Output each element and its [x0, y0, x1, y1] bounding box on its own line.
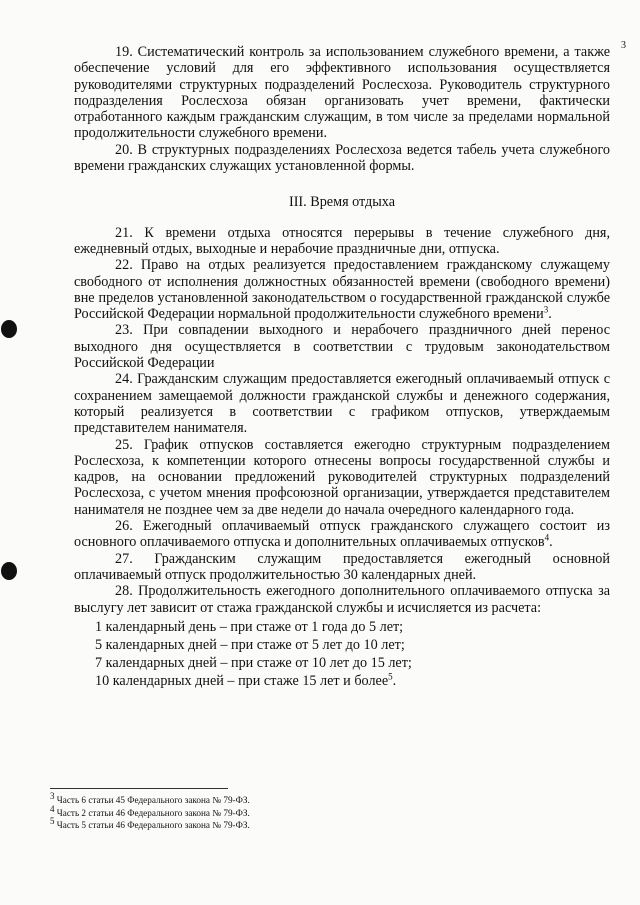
paragraph-23: 23. При совпадении выходного и нерабочего праздничного дней перенос выходного дня осуществляется в соответствии с трудовым законодательством Российской Федерации	[74, 322, 610, 372]
footnote-item	[50, 815, 450, 832]
footnote-mark: 3	[50, 790, 55, 801]
footnote-item	[50, 790, 450, 807]
footnote-text: Часть 6 статьи 45 Федерального закона № 79-ФЗ.	[54, 795, 250, 805]
footnote-divider	[50, 788, 228, 789]
paragraph-20: 20. В структурных подразделениях Рослесхоза ведется табель учета служебного времени гражданских служащих установленной формы.	[74, 141, 610, 175]
paragraph-22-text: 22. Право на отдых реализуется предоставлением гражданскому служащему свободного от исполнения должностных обязанностей времени (свободного времени) вне пределов установленной законодательством о государственной гражданской службе Российской Федерации нормальной продолжительности служебного времени	[74, 257, 610, 323]
footnote-mark: 4	[50, 803, 55, 814]
footnote-ref-3: 3	[543, 304, 549, 315]
list-item: 1 календарный день – при стаже от 1 года до 5 лет;	[95, 618, 404, 635]
paragraph-22	[74, 257, 610, 322]
paragraph-27: 27. Гражданским служащим предоставляется ежегодный основной оплачиваемый отпуск продолжительностью 30 календарных дней.	[74, 550, 610, 583]
list-item: 7 календарных дней – при стаже от 10 лет до 15 лет;	[95, 655, 412, 672]
list-item-end: .	[392, 673, 397, 690]
document-body	[74, 44, 610, 691]
list-item-text: 10 календарных дней – при стаже 15 лет и более	[95, 673, 389, 690]
list-item: 5 календарных дней – при стаже от 5 лет до 10 лет;	[95, 637, 405, 653]
page-number: 3	[621, 40, 626, 51]
paragraph-21: 21. К времени отдыха относятся перерывы в течение служебного дня, ежедневный отдых, выходные и нерабочие праздничные дни, отпуска.	[74, 224, 610, 257]
paragraph-26	[74, 518, 610, 551]
punch-hole-mark	[1, 320, 17, 338]
punch-hole-mark	[1, 562, 17, 580]
list-item	[74, 672, 610, 690]
paragraph-26-end: .	[549, 534, 553, 551]
footnotes	[50, 790, 450, 832]
footnote-text: Часть 2 статьи 46 Федерального закона № 79-ФЗ.	[54, 807, 250, 818]
paragraph-19: 19. Систематический контроль за использованием служебного времени, а также обеспечение условий для его эффективного использования осуществляется руководителями структурных подразделений Рослесхоза. Руководитель структурного подразделения Рослесхоза обязан организовать учет времени, фактически отработанного каждым гражданским служащим, в том числе за пределами нормальной продолжительности служебного времени.	[74, 44, 610, 142]
footnote-mark: 5	[50, 815, 55, 826]
paragraph-22-end: .	[548, 306, 552, 323]
paragraph-24: 24. Гражданским служащим предоставляется ежегодный оплачиваемый отпуск с сохранением замещаемой должности гражданской службы и денежного содержания, который реализуется в соответствии с графиком отпусков, утверждаемым представителем нанимателя.	[74, 371, 610, 437]
footnote-text: Часть 5 статьи 46 Федерального закона № 79-ФЗ.	[54, 820, 250, 830]
footnote-ref-5: 5	[388, 671, 393, 682]
paragraph-28: 28. Продолжительность ежегодного дополнительного оплачиваемого отпуска за выслугу лет зависит от стажа гражданской службы и исчисляется из расчета:	[74, 583, 610, 616]
section-title: III. Время отдыха	[288, 194, 396, 211]
footnote-ref-4: 4	[544, 532, 550, 543]
paragraph-25: 25. График отпусков составляется ежегодно структурным подразделением Рослесхоза, к компетенции которого отнесены вопросы государственной службы и кадров, на основании предложений руководителей структурных подразделений Рослесхоза, с учетом мнения профсоюзной организации, утверждается представителем нанимателя не позднее чем за две недели до начала очередного календарного года.	[74, 436, 610, 518]
paragraph-26-text: 26. Ежегодный оплачиваемый отпуск гражданского служащего состоит из основного оплачиваемого отпуска и дополнительных оплачиваемых отпусков	[74, 518, 610, 551]
footnote-item	[50, 803, 450, 820]
